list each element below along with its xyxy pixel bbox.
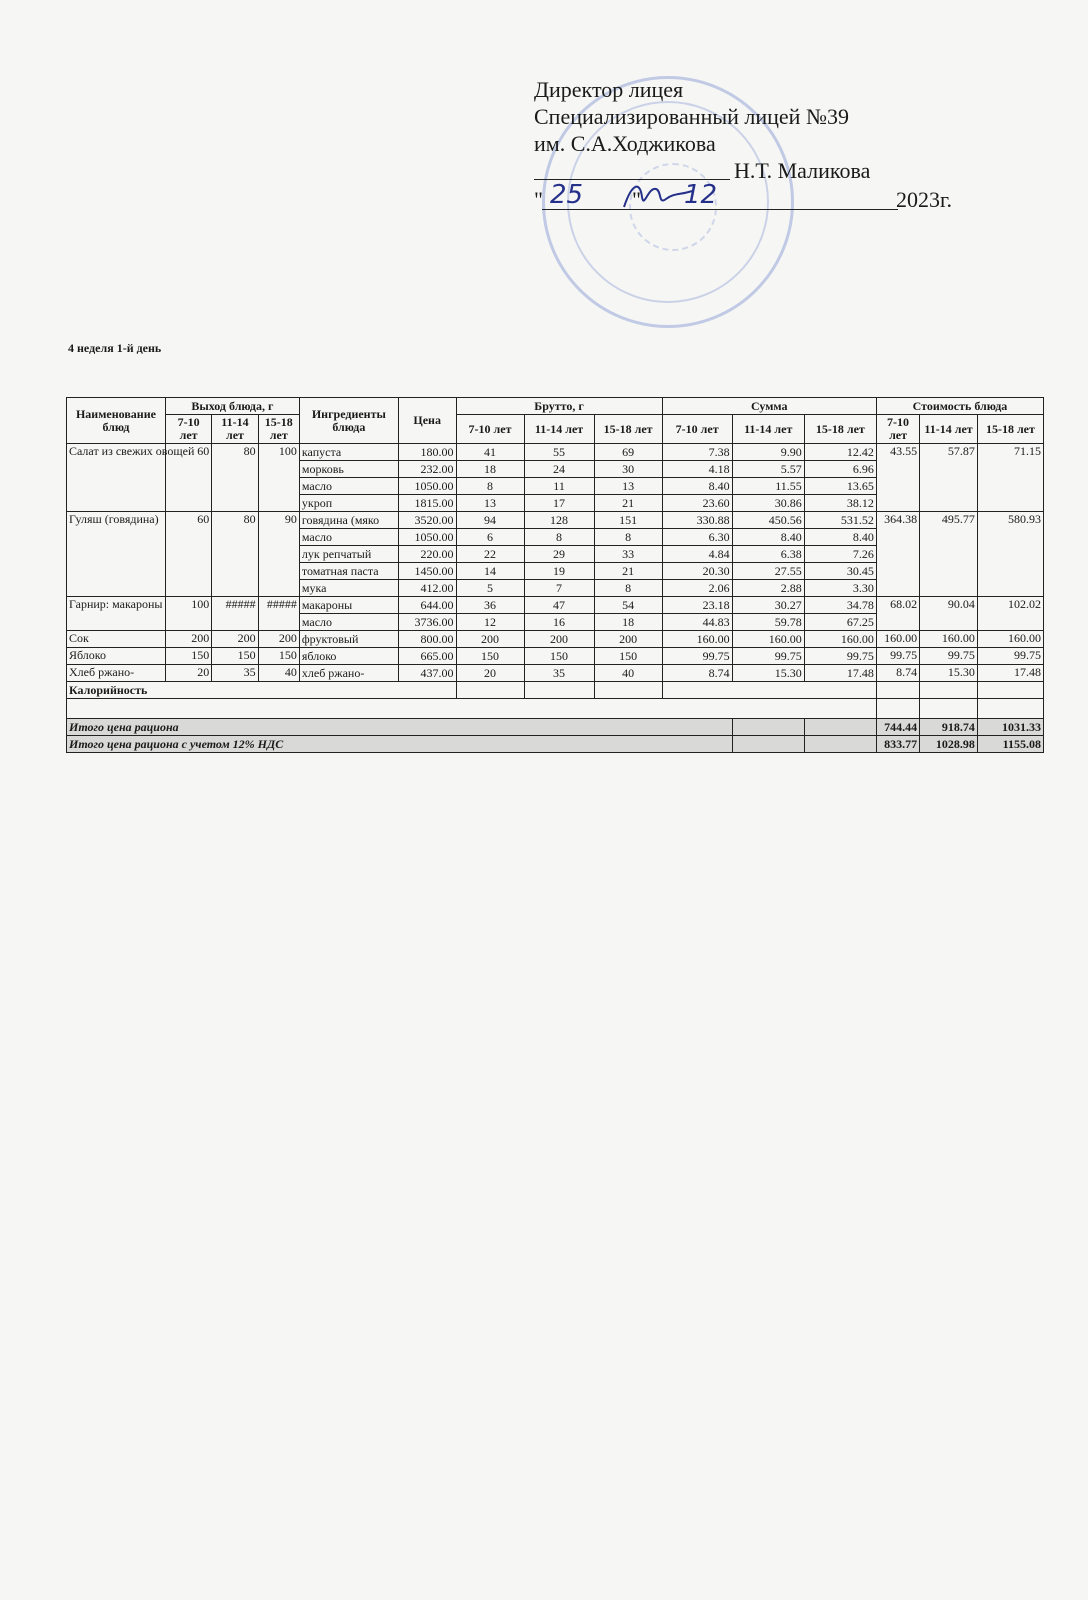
ingredient-sum: 6.96: [804, 461, 876, 478]
calories-cell: [594, 682, 662, 699]
dish-cost: 99.75: [876, 648, 919, 665]
dish-cost: 90.04: [920, 597, 978, 631]
dish-output: 20: [165, 665, 211, 682]
ingredient-sum: 23.60: [662, 495, 732, 512]
approval-named: им. С.А.Ходжикова: [534, 131, 716, 156]
ingredient-sum: 6.38: [732, 546, 804, 563]
dish-cost: 68.02: [876, 597, 919, 631]
ingredient-sum: 3.30: [804, 580, 876, 597]
blank-cell: [876, 699, 919, 719]
date-month: 12: [684, 180, 718, 210]
ingredient-row: [67, 597, 1044, 614]
ingredient-brutto: 13: [456, 495, 524, 512]
ingredient-brutto: 8: [456, 478, 524, 495]
ingredient-brutto: 13: [594, 478, 662, 495]
ingredient-price: 232.00: [398, 461, 456, 478]
ingredient-sum: 23.18: [662, 597, 732, 614]
ingredient-sum: 17.48: [804, 665, 876, 682]
ingredient-sum: 160.00: [732, 631, 804, 648]
dish-output: 60: [165, 512, 211, 597]
ingredient-sum: 2.06: [662, 580, 732, 597]
dish-output: 90: [258, 512, 299, 597]
ingredient-row: [67, 631, 1044, 648]
ingredient-brutto: 7: [524, 580, 594, 597]
calories-label: Калорийность: [67, 682, 457, 699]
approval-school: Специализированный лицей №39: [534, 104, 849, 129]
ingredient-sum: 8.40: [662, 478, 732, 495]
date-quote-open: ": [534, 187, 543, 212]
dish-output: 100: [165, 597, 211, 631]
ingredient-brutto: 6: [456, 529, 524, 546]
ingredient-brutto: 16: [524, 614, 594, 631]
ingredient-sum: 531.52: [804, 512, 876, 529]
signature-row: [534, 157, 974, 184]
approval-title: Директор лицея: [534, 77, 684, 102]
total-blank: [732, 736, 804, 753]
blank-cell: [977, 699, 1043, 719]
ingredient-name: говядина (мяко: [299, 512, 398, 529]
calories-cell: [920, 682, 978, 699]
ingredient-name: укроп: [299, 495, 398, 512]
date-line: [542, 209, 898, 210]
ingredient-brutto: 94: [456, 512, 524, 529]
ingredient-price: 1050.00: [398, 478, 456, 495]
dish-cost: 17.48: [977, 665, 1043, 682]
ingredient-price: 800.00: [398, 631, 456, 648]
header-dish: Наименование блюд: [67, 398, 166, 444]
menu-table-body: [67, 444, 1044, 682]
handwritten-signature: [618, 177, 698, 217]
ingredient-brutto: 20: [456, 665, 524, 682]
header-ingredients: Ингредиенты блюда: [299, 398, 398, 444]
ingredient-brutto: 35: [524, 665, 594, 682]
ingredient-brutto: 17: [524, 495, 594, 512]
calories-cell: [876, 682, 919, 699]
ingredient-price: 1815.00: [398, 495, 456, 512]
ingredient-price: 220.00: [398, 546, 456, 563]
ingredient-sum: 59.78: [732, 614, 804, 631]
dish-output: 35: [212, 665, 258, 682]
ingredient-sum: 8.40: [804, 529, 876, 546]
calories-cell: [524, 682, 594, 699]
total-vat-value: 1155.08: [977, 736, 1043, 753]
header-output: Выход блюда, г: [165, 398, 299, 415]
ingredient-brutto: 21: [594, 563, 662, 580]
dish-output: 60: [165, 444, 211, 512]
dish-output: 100: [258, 444, 299, 512]
ingredient-name: томатная паста: [299, 563, 398, 580]
header-sum-age1: 7-10 лет: [662, 415, 732, 444]
ingredient-brutto: 8: [594, 580, 662, 597]
header-sum-age2: 11-14 лет: [732, 415, 804, 444]
ingredient-sum: 99.75: [732, 648, 804, 665]
dish-cost: 71.15: [977, 444, 1043, 512]
ingredient-sum: 34.78: [804, 597, 876, 614]
dish-name: Сок: [67, 631, 166, 648]
ingredient-sum: 2.88: [732, 580, 804, 597]
header-brutto-age3: 15-18 лет: [594, 415, 662, 444]
ingredient-brutto: 8: [524, 529, 594, 546]
ingredient-brutto: 14: [456, 563, 524, 580]
ingredient-name: морковь: [299, 461, 398, 478]
ingredient-brutto: 22: [456, 546, 524, 563]
calories-cell: [977, 682, 1043, 699]
ingredient-sum: 27.55: [732, 563, 804, 580]
dish-cost: 160.00: [920, 631, 978, 648]
total-vat-value: 1028.98: [920, 736, 978, 753]
ingredient-sum: 38.12: [804, 495, 876, 512]
ingredient-name: масло: [299, 614, 398, 631]
ingredient-brutto: 19: [524, 563, 594, 580]
dish-cost: 99.75: [977, 648, 1043, 665]
ingredient-brutto: 54: [594, 597, 662, 614]
total-vat-row: [67, 736, 1044, 753]
calories-cell: [456, 682, 524, 699]
ingredient-brutto: 128: [524, 512, 594, 529]
ingredient-sum: 13.65: [804, 478, 876, 495]
ingredient-sum: 9.90: [732, 444, 804, 461]
ingredient-price: 665.00: [398, 648, 456, 665]
dish-cost: 8.74: [876, 665, 919, 682]
header-output-age2: 11-14 лет: [212, 415, 258, 444]
dish-output: 150: [258, 648, 299, 665]
ingredient-sum: 4.18: [662, 461, 732, 478]
ingredient-name: макароны: [299, 597, 398, 614]
ingredient-name: хлеб ржано-: [299, 665, 398, 682]
ingredient-name: капуста: [299, 444, 398, 461]
ingredient-price: 412.00: [398, 580, 456, 597]
ingredient-brutto: 40: [594, 665, 662, 682]
dish-name: Салат из свежих овощей: [67, 444, 166, 512]
ingredient-brutto: 5: [456, 580, 524, 597]
ingredient-sum: 11.55: [732, 478, 804, 495]
blank-cell: [67, 699, 877, 719]
total-vat-value: 833.77: [876, 736, 919, 753]
header-brutto: Брутто, г: [456, 398, 662, 415]
ingredient-brutto: 12: [456, 614, 524, 631]
ingredient-sum: 8.40: [732, 529, 804, 546]
header-output-age1: 7-10 лет: [165, 415, 211, 444]
dish-output: 200: [258, 631, 299, 648]
dish-output: 200: [212, 631, 258, 648]
ingredient-brutto: 24: [524, 461, 594, 478]
dish-cost: 160.00: [977, 631, 1043, 648]
ingredient-sum: 30.45: [804, 563, 876, 580]
ingredient-brutto: 30: [594, 461, 662, 478]
calories-row: [67, 682, 1044, 699]
ingredient-brutto: 150: [456, 648, 524, 665]
total-blank: [732, 719, 804, 736]
dish-output: 80: [212, 512, 258, 597]
calories-cell: [662, 682, 876, 699]
ingredient-brutto: 200: [524, 631, 594, 648]
ingredient-price: 1050.00: [398, 529, 456, 546]
ingredient-brutto: 200: [456, 631, 524, 648]
ingredient-sum: 4.84: [662, 546, 732, 563]
week-day-label: 4 неделя 1-й день: [68, 341, 162, 355]
ingredient-brutto: 47: [524, 597, 594, 614]
total-value: 918.74: [920, 719, 978, 736]
dish-output: 40: [258, 665, 299, 682]
ingredient-sum: 20.30: [662, 563, 732, 580]
header-brutto-age1: 7-10 лет: [456, 415, 524, 444]
header-output-age3: 15-18 лет: [258, 415, 299, 444]
dish-output: 150: [165, 648, 211, 665]
total-label: Итого цена рациона: [67, 719, 733, 736]
ingredient-row: [67, 444, 1044, 461]
ingredient-price: 1450.00: [398, 563, 456, 580]
dish-output: #####: [258, 597, 299, 631]
dish-cost: 495.77: [920, 512, 978, 597]
total-blank: [804, 719, 876, 736]
ingredient-brutto: 8: [594, 529, 662, 546]
approval-block: [534, 76, 974, 211]
ingredient-price: 180.00: [398, 444, 456, 461]
dish-name: Яблоко: [67, 648, 166, 665]
ingredient-sum: 7.26: [804, 546, 876, 563]
ingredient-price: 437.00: [398, 665, 456, 682]
header-brutto-age2: 11-14 лет: [524, 415, 594, 444]
header-sum: Сумма: [662, 398, 876, 415]
ingredient-brutto: 150: [594, 648, 662, 665]
ingredient-sum: 12.42: [804, 444, 876, 461]
header-cost-age1: 7-10 лет: [876, 415, 919, 444]
ingredient-name: фруктовый: [299, 631, 398, 648]
ingredient-sum: 5.57: [732, 461, 804, 478]
dish-cost: 364.38: [876, 512, 919, 597]
ingredient-sum: 99.75: [804, 648, 876, 665]
dish-cost: 99.75: [920, 648, 978, 665]
ingredient-sum: 330.88: [662, 512, 732, 529]
dish-output: 80: [212, 444, 258, 512]
ingredient-brutto: 36: [456, 597, 524, 614]
dish-output: 150: [212, 648, 258, 665]
blank-cell: [920, 699, 978, 719]
date-day: 25: [550, 180, 584, 210]
date-quote-close: ": [632, 187, 641, 212]
ingredient-sum: 67.25: [804, 614, 876, 631]
ingredient-brutto: 33: [594, 546, 662, 563]
ingredient-sum: 8.74: [662, 665, 732, 682]
ingredient-sum: 7.38: [662, 444, 732, 461]
menu-table-footer: [67, 682, 1044, 753]
ingredient-price: 3520.00: [398, 512, 456, 529]
ingredient-name: лук репчатый: [299, 546, 398, 563]
dish-cost: 160.00: [876, 631, 919, 648]
ingredient-brutto: 151: [594, 512, 662, 529]
ingredient-row: [67, 648, 1044, 665]
ingredient-name: мука: [299, 580, 398, 597]
ingredient-price: 644.00: [398, 597, 456, 614]
ingredient-row: [67, 665, 1044, 682]
ingredient-brutto: 200: [594, 631, 662, 648]
ingredient-brutto: 29: [524, 546, 594, 563]
dish-name: Хлеб ржано-: [67, 665, 166, 682]
total-blank: [804, 736, 876, 753]
ingredient-brutto: 21: [594, 495, 662, 512]
ingredient-brutto: 11: [524, 478, 594, 495]
date-row: [534, 180, 974, 212]
blank-row: [67, 699, 1044, 719]
header-cost: Стоимость блюда: [876, 398, 1043, 415]
total-row: [67, 719, 1044, 736]
ingredient-sum: 450.56: [732, 512, 804, 529]
dish-cost: 102.02: [977, 597, 1043, 631]
ingredient-sum: 44.83: [662, 614, 732, 631]
dish-cost: 15.30: [920, 665, 978, 682]
ingredient-sum: 160.00: [662, 631, 732, 648]
ingredient-brutto: 41: [456, 444, 524, 461]
total-vat-label: Итого цена рациона с учетом 12% НДС: [67, 736, 733, 753]
ingredient-name: масло: [299, 478, 398, 495]
header-price: Цена: [398, 398, 456, 444]
header-cost-age2: 11-14 лет: [920, 415, 978, 444]
ingredient-name: масло: [299, 529, 398, 546]
ingredient-sum: 15.30: [732, 665, 804, 682]
menu-table: [66, 397, 1044, 753]
ingredient-brutto: 55: [524, 444, 594, 461]
header-cost-age3: 15-18 лет: [977, 415, 1043, 444]
dish-output: 200: [165, 631, 211, 648]
ingredient-brutto: 69: [594, 444, 662, 461]
ingredient-sum: 30.86: [732, 495, 804, 512]
dish-name: Гуляш (говядина): [67, 512, 166, 597]
ingredient-sum: 6.30: [662, 529, 732, 546]
ingredient-brutto: 150: [524, 648, 594, 665]
ingredient-price: 3736.00: [398, 614, 456, 631]
ingredient-sum: 99.75: [662, 648, 732, 665]
dish-name: Гарнир: макароны: [67, 597, 166, 631]
dish-cost: 57.87: [920, 444, 978, 512]
dish-cost: 43.55: [876, 444, 919, 512]
dish-cost: 580.93: [977, 512, 1043, 597]
date-year: 2023г.: [896, 187, 953, 212]
header-sum-age3: 15-18 лет: [804, 415, 876, 444]
dish-output: #####: [212, 597, 258, 631]
ingredient-brutto: 18: [594, 614, 662, 631]
ingredient-sum: 30.27: [732, 597, 804, 614]
ingredient-sum: 160.00: [804, 631, 876, 648]
total-value: 1031.33: [977, 719, 1043, 736]
ingredient-brutto: 18: [456, 461, 524, 478]
total-value: 744.44: [876, 719, 919, 736]
ingredient-name: яблоко: [299, 648, 398, 665]
ingredient-row: [67, 512, 1044, 529]
signer-name: Н.Т. Маликова: [734, 158, 871, 183]
